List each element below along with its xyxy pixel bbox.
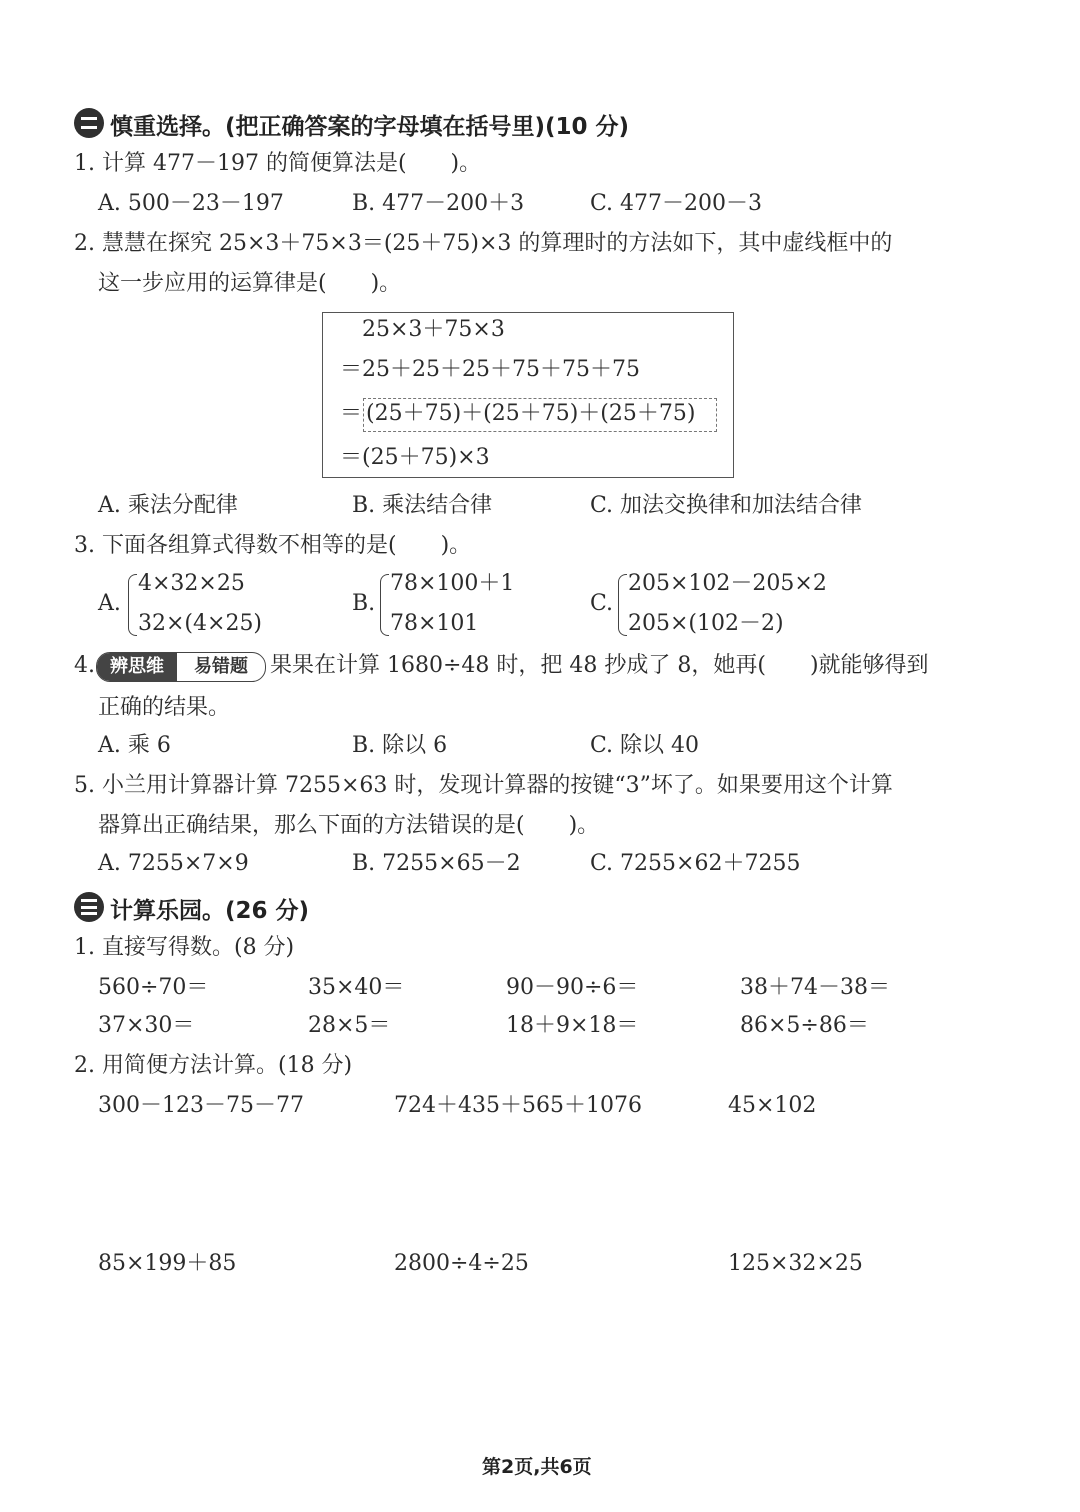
q5-stem-line1: 5. 小兰用计算器计算 7255×63 时，发现计算器的按键“3”坏了。如果要用这个计算 [74, 773, 893, 798]
q3-option-b-bottom: 78×101 [390, 611, 479, 636]
part1-r2-c2: 28×5＝ [308, 1013, 391, 1038]
section-two-badge-icon [74, 108, 104, 138]
q3-option-c-label: C. [590, 591, 614, 616]
q2-box-line1: 25×3＋75×3 [362, 317, 505, 342]
q4-tag [96, 652, 266, 682]
q3-brace-b-icon [380, 574, 389, 636]
q2-stem-line1: 2. 慧慧在探究 25×3＋75×3＝(25＋75)×3 的算理时的方法如下，其中虚线框中的 [74, 231, 893, 256]
q2-option-c: C. 加法交换律和加法结合律 [590, 493, 863, 518]
q5-option-b: B. 7255×65－2 [352, 851, 521, 876]
q2-box-line4: ＝(25＋75)×3 [340, 445, 490, 470]
q2-box-line2: ＝25＋25＋25＋75＋75＋75 [340, 357, 640, 382]
section-two-title: 慎重选择。(把正确答案的字母填在括号里)(10 分) [110, 114, 630, 140]
part1-r1-c1: 560÷70＝ [98, 975, 209, 1000]
q5-option-a: A. 7255×7×9 [98, 851, 249, 876]
q2-option-b: B. 乘法结合律 [352, 493, 493, 518]
section-three-title: 计算乐园。(26 分) [110, 898, 310, 924]
q2-box-line3-expr: (25＋75)＋(25＋75)＋(25＋75) [366, 401, 696, 426]
q2-stem-line2: 这一步应用的运算律是( )。 [98, 271, 402, 296]
q3-option-c-top: 205×102－205×2 [628, 571, 827, 596]
part1-r1-c3: 90－90÷6＝ [506, 975, 639, 1000]
q5-stem-line2: 器算出正确结果，那么下面的方法错误的是( )。 [98, 813, 600, 838]
part2-r1-c2: 724＋435＋565＋1076 [394, 1093, 642, 1118]
part2-stem: 2. 用简便方法计算。(18 分) [74, 1053, 353, 1078]
q1-stem: 1. 计算 477－197 的简便算法是( )。 [74, 151, 482, 176]
part1-r2-c4: 86×5÷86＝ [740, 1013, 869, 1038]
part1-r2-c3: 18＋9×18＝ [506, 1013, 639, 1038]
q5-option-c: C. 7255×62＋7255 [590, 851, 801, 876]
q3-option-b-label: B. [352, 591, 376, 616]
q4-tag-thinking: 辨思维 [97, 653, 177, 681]
part2-r1-c3: 45×102 [728, 1093, 817, 1118]
q1-option-b: B. 477－200＋3 [352, 191, 525, 216]
q3-option-a-bottom: 32×(4×25) [138, 611, 263, 636]
q4-stem-line1: 果果在计算 1680÷48 时，把 48 抄成了 8，她再( )就能够得到 [270, 653, 929, 678]
q3-option-b-top: 78×100＋1 [390, 571, 515, 596]
q1-option-c: C. 477－200－3 [590, 191, 763, 216]
q3-brace-a-icon [128, 574, 137, 636]
part1-r1-c4: 38＋74－38＝ [740, 975, 890, 1000]
part2-r1-c1: 300－123－75－77 [98, 1093, 304, 1118]
q3-option-c-bottom: 205×(102－2) [628, 611, 784, 636]
part2-r2-c2: 2800÷4÷25 [394, 1251, 529, 1276]
page-footer: 第2页,共6页 [482, 1456, 592, 1478]
section-three-badge-icon [74, 892, 104, 922]
q3-stem: 3. 下面各组算式得数不相等的是( )。 [74, 533, 472, 558]
q4-number: 4. [74, 653, 95, 678]
q2-box-line3-eq: ＝ [340, 401, 363, 426]
q1-option-a: A. 500－23－197 [98, 191, 284, 216]
q2-option-a: A. 乘法分配律 [98, 493, 238, 518]
q4-option-c: C. 除以 40 [590, 733, 700, 758]
q3-option-a-label: A. [98, 591, 121, 616]
part2-r2-c1: 85×199＋85 [98, 1251, 237, 1276]
part1-r2-c1: 37×30＝ [98, 1013, 195, 1038]
q4-tag-error-prone: 易错题 [194, 656, 248, 677]
part2-r2-c3: 125×32×25 [728, 1251, 863, 1276]
q3-brace-c-icon [618, 574, 627, 636]
q4-option-b: B. 除以 6 [352, 733, 448, 758]
q4-stem-line2: 正确的结果。 [98, 695, 231, 720]
q3-option-a-top: 4×32×25 [138, 571, 245, 596]
part1-r1-c2: 35×40＝ [308, 975, 405, 1000]
q4-option-a: A. 乘 6 [98, 733, 171, 758]
part1-stem: 1. 直接写得数。(8 分) [74, 935, 295, 960]
